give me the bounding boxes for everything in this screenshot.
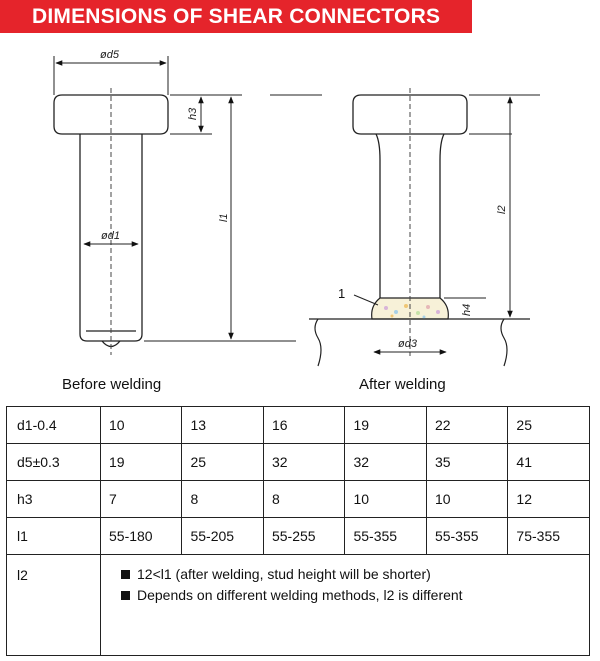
label-marker-1: 1 [338,286,346,301]
leader-line [354,295,378,305]
table-cell: 10 [426,481,507,518]
square-bullet-icon [121,570,130,579]
table-cell: 12 [508,481,590,518]
row-header: l2 [7,555,101,656]
square-bullet-icon [121,591,130,600]
table-row-l2 [7,555,590,656]
table-cell: 55-355 [345,518,426,555]
label-d3: ød3 [398,338,417,350]
table-cell: 16 [263,407,344,444]
table-cell: 55-180 [101,518,182,555]
base-plate [309,319,530,366]
l2-notes [101,555,589,603]
table-cell: 32 [263,444,344,481]
table-cell: 55-255 [263,518,344,555]
table-row [7,407,590,444]
table-cell: 8 [263,481,344,518]
table-cell: 8 [182,481,263,518]
note-item [121,587,589,603]
table-cell: 10 [345,481,426,518]
table-cell: 32 [345,444,426,481]
table-cell: 25 [182,444,263,481]
label-h3: h3 [187,107,199,120]
table-row [7,481,590,518]
table-cell: 41 [508,444,590,481]
table-cell: 7 [101,481,182,518]
row-header: d5±0.3 [7,444,101,481]
note-text: Depends on different welding methods, l2 is different [137,587,463,603]
table-cell: 19 [101,444,182,481]
row-header: d1-0.4 [7,407,101,444]
note-item [121,566,589,582]
note-text: 12<l1 (after welding, stud height will be shorter) [137,566,431,582]
row-header: h3 [7,481,101,518]
label-d5: ød5 [100,49,119,61]
dimensions-table [6,406,590,656]
label-d1: ød1 [101,230,120,242]
caption-before-welding: Before welding [62,376,162,393]
l2-notes-cell [101,555,590,656]
label-l2: l2 [496,205,508,214]
table-cell: 75-355 [508,518,590,555]
table-cell: 13 [182,407,263,444]
title-banner: DIMENSIONS OF SHEAR CONNECTORS [0,0,472,33]
table-cell: 35 [426,444,507,481]
table-row [7,518,590,555]
table-cell: 22 [426,407,507,444]
label-l1: l1 [218,213,230,222]
label-h4: h4 [461,303,473,316]
table-cell: 55-355 [426,518,507,555]
table-cell: 10 [101,407,182,444]
table-cell: 19 [345,407,426,444]
caption-after-welding: After welding [359,376,446,393]
table-row [7,444,590,481]
row-header: l1 [7,518,101,555]
table-cell: 55-205 [182,518,263,555]
table-cell: 25 [508,407,590,444]
shear-connector-drawing [0,33,600,378]
